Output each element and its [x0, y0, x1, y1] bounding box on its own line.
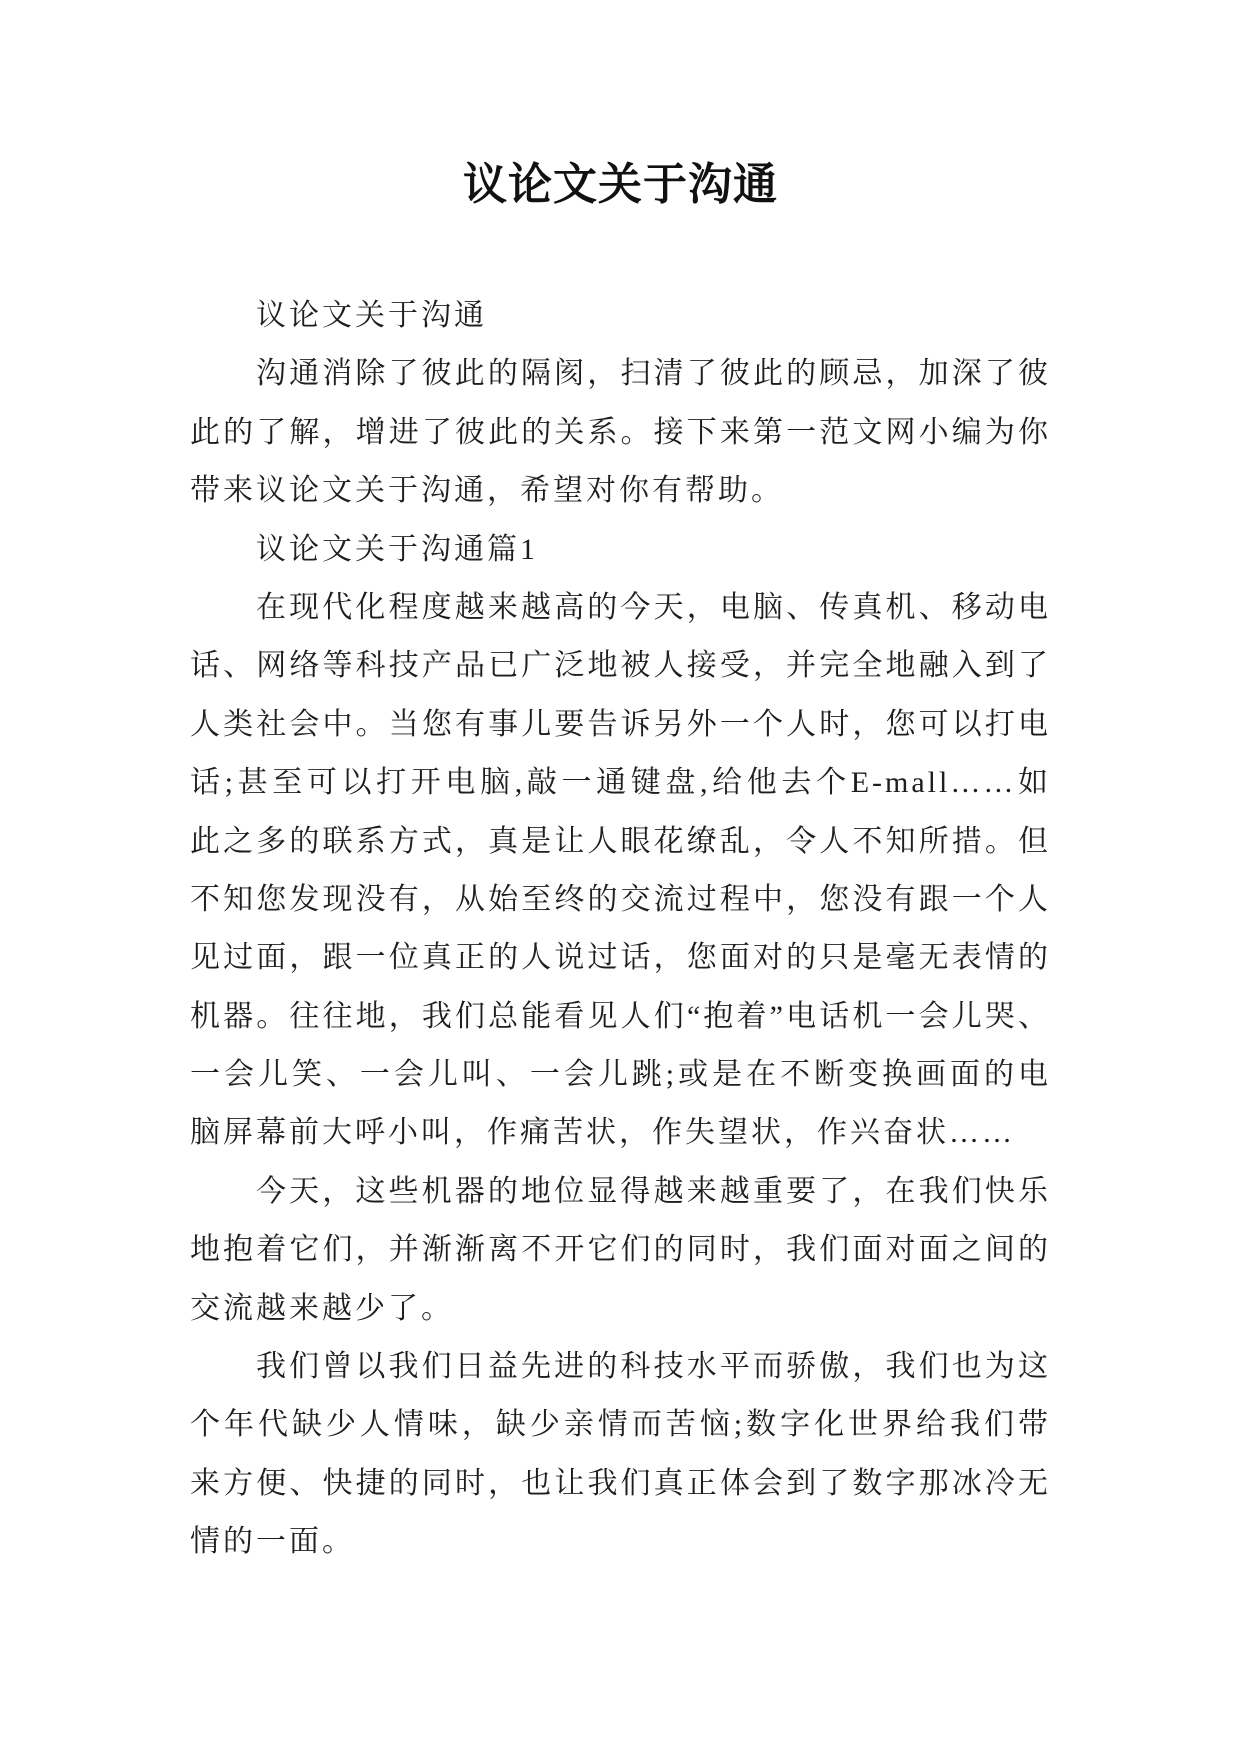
intro-heading [190, 287, 1051, 345]
paragraph [190, 1163, 1051, 1338]
paragraph-line: 沟通消除了彼此的隔阂，扫清了彼此的顾忌，加深了彼 [256, 357, 1051, 391]
paragraph-line: 人类社会中。当您有事儿要告诉另外一个人时，您可以打电 [190, 707, 1051, 741]
paragraph-line: 见过面，跟一位真正的人说过话，您面对的只是毫无表情的 [190, 941, 1051, 975]
document-title: 议论文关于沟通 [463, 160, 778, 209]
paragraph-line: 交流越来越少了。 [190, 1291, 454, 1325]
paragraph-line: 带来议论文关于沟通，希望对你有帮助。 [190, 474, 784, 508]
paragraph-line: 机器。往往地，我们总能看见人们“抱着”电话机一会儿哭、 [190, 999, 1051, 1033]
paragraph-line: 今天，这些机器的地位显得越来越重要了，在我们快乐 [256, 1174, 1051, 1208]
paragraph [190, 1338, 1051, 1572]
paragraph-line: 我们曾以我们日益先进的科技水平而骄傲，我们也为这 [256, 1350, 1051, 1384]
heading-line: 议论文关于沟通 [256, 299, 487, 332]
paragraph-line: 此的了解，增进了彼此的关系。接下来第一范文网小编为你 [190, 415, 1051, 449]
paragraph-line: 话;甚至可以打开电脑,敲一通键盘,给他去个E-mall……如 [190, 766, 1051, 800]
paragraph-line: 在现代化程度越来越高的今天，电脑、传真机、移动电 [256, 590, 1051, 624]
section-heading [190, 521, 1051, 579]
paragraph-line: 个年代缺少人情味，缺少亲情而苦恼;数字化世界给我们带 [190, 1408, 1051, 1442]
paragraph [190, 579, 1051, 1163]
paragraph-line: 话、网络等科技产品已广泛地被人接受，并完全地融入到了 [190, 649, 1051, 683]
paragraph-line: 脑屏幕前大呼小叫，作痛苦状，作失望状，作兴奋状…… [190, 1116, 1015, 1150]
heading-line: 议论文关于沟通篇1 [256, 532, 538, 566]
paragraph-line: 地抱着它们，并渐渐离不开它们的同时，我们面对面之间的 [190, 1233, 1051, 1267]
paragraph-line: 不知您发现没有，从始至终的交流过程中，您没有跟一个人 [190, 882, 1051, 916]
paragraph [190, 345, 1051, 520]
paragraph-line: 此之多的联系方式，真是让人眼花缭乱，令人不知所措。但 [190, 824, 1051, 858]
document-body [190, 287, 1051, 1572]
paragraph-line: 一会儿笑、一会儿叫、一会儿跳;或是在不断变换画面的电 [190, 1058, 1051, 1092]
paragraph-line: 情的一面。 [190, 1525, 355, 1559]
paragraph-line: 来方便、快捷的同时，也让我们真正体会到了数字那冰冷无 [190, 1466, 1051, 1500]
